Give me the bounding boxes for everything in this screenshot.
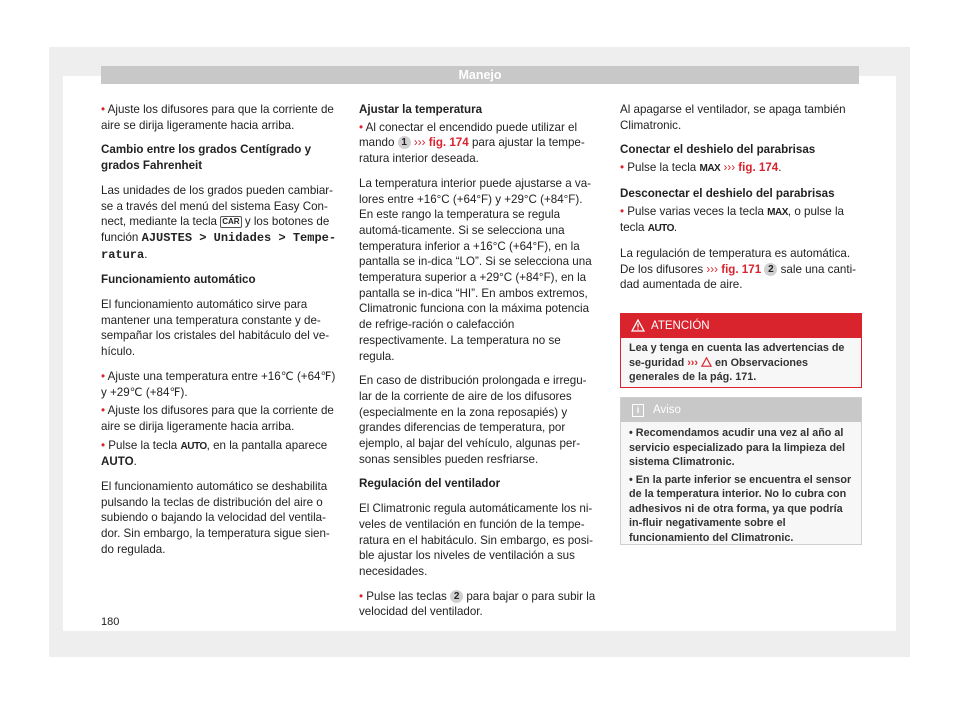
warning-box	[620, 313, 862, 388]
bullet-item: • Ajuste los difusores para que la corriente de aire se dirija ligeramente hacia arriba.	[101, 404, 334, 433]
paragraph: Al apagarse el ventilador, se apaga también Climatronic.	[620, 103, 846, 132]
info-icon: i	[632, 404, 644, 417]
warning-triangle-icon	[631, 319, 645, 332]
column-3	[620, 102, 860, 302]
max-defrost-key-icon: MAX	[767, 206, 788, 218]
car-key-icon: CAR	[222, 217, 240, 227]
auto-key-icon: AUTO	[647, 223, 674, 235]
warning-triangle-icon	[701, 357, 712, 367]
callout-number: 2	[764, 263, 777, 276]
callout-number: 2	[450, 590, 463, 603]
figure-link[interactable]: fig. 174	[738, 161, 779, 175]
paragraph: El funcionamiento automático se deshabilita pulsando la teclas de distribución del aire o subiendo o bajando la velocidad del ventila-dor. Sin embargo, la temperatura sigue sien-do regulada.	[101, 480, 330, 556]
max-defrost-key-icon: MAX	[699, 163, 721, 175]
note-item: • En la parte inferior se encuentra el sensor de la temperatura interior. No lo cubra con adhesivos ni de otra forma, ya que podría in-fluir negativamente sobre el funcionamiento del Climatronic.	[629, 473, 852, 544]
bullet-item: • Pulse la tecla AUTO, en la pantalla aparece AUTO.	[101, 438, 328, 469]
figure-link[interactable]: fig. 174	[428, 136, 469, 150]
paragraph: El funcionamiento automático sirve para mantener una temperatura constante y de-sempañar los cristales del habitáculo del ve-hículo.	[101, 298, 330, 359]
subheading: Ajustar la temperatura	[359, 103, 483, 116]
note-header: i Aviso	[621, 398, 861, 422]
bullet-item: • Pulse las teclas 2 para bajar o para subir la velocidad del ventilador.	[359, 589, 596, 619]
paragraph: En caso de distribución prolongada e irregu-lar de la corriente de aire de los difusores (especialmente en la zona reposapiés) y grandes diferencias de temperatura, por ejemplo, al bajar del vehículo, algunas per-sonas sensibles pueden resfriarse.	[359, 374, 587, 466]
subheading: Desconectar el deshielo del parabrisas	[620, 186, 835, 200]
section-header: Manejo	[101, 66, 859, 84]
paragraph: Las unidades de los grados pueden cambiar-se a través del menú del sistema Easy Con-nect, mediante la tecla CAR y los botones de función AJUSTES > Unidades > Tempe-ratura.	[101, 183, 337, 262]
bullet-item: • Pulse varias veces la tecla MAX, o pulse la tecla AUTO.	[620, 204, 860, 237]
subheading: Cambio entre los grados Centígrado y grados Fahrenheit	[101, 143, 312, 173]
bullet-item: • Pulse la tecla MAX ››› fig. 174.	[620, 160, 860, 177]
note-item: • Recomendamos acudir una vez al año al servicio especializado para la limpieza del sistema Climatronic.	[629, 427, 846, 468]
callout-number: 1	[398, 136, 411, 149]
bullet-item: • Al conectar el encendido puede utilizar el mando 1 ››› fig. 174 para ajustar la tempe-ratura interior deseada.	[359, 120, 585, 166]
paragraph: La regulación de temperatura es automática. De los difusores ››› fig. 171 2 sale una canti-dad aumentada de aire.	[620, 246, 857, 292]
paragraph: La temperatura interior puede ajustarse a va-lores entre +16°C (+64°F) y +29°C (+84°F). En este rango la temperatura se regula automá-ticamente. Si se selecciona una temperatura inferior a +16°C (+64°F), en la pantalla se in-dica “LO”. Si se selecciona una temperatura superior a +29°C (+84°F), en la pantalla se in-dica “HI”. En ambos extremos, Climatronic funciona con la máxima potencia de refrige-ración o calefacción respectivamente. La temperatura no se regula.	[359, 176, 592, 363]
subheading: Funcionamiento automático	[101, 273, 256, 287]
note-text	[621, 422, 861, 552]
subheading: Conectar el deshielo del parabrisas	[620, 143, 816, 157]
bullet-item: • Ajuste una temperatura entre +16℃ (+64℉) y +29℃ (+84℉).	[101, 369, 336, 399]
column-2	[359, 102, 599, 629]
page-number: 180	[101, 616, 120, 628]
bullet-item: • Ajuste los difusores para que la corriente de aire se dirija ligeramente hacia arriba.	[101, 103, 334, 132]
subheading: Regulación del ventilador	[359, 477, 501, 491]
paragraph: El Climatronic regula automáticamente los ni-veles de ventilación en función de la tempe-ratura en el habitáculo. Sin embargo, es posi-ble ajustar los niveles de ventilación a sus necesidades.	[359, 502, 593, 578]
column-1	[101, 102, 339, 567]
warning-header: ATENCIÓN	[621, 314, 861, 338]
figure-link[interactable]: fig. 171	[721, 262, 762, 276]
warning-text: Lea y tenga en cuenta las advertencias de se-guridad ››› en Observaciones generales de la pág. 171.	[629, 342, 845, 383]
note-box	[620, 397, 862, 545]
auto-key-icon: AUTO	[180, 440, 207, 452]
menu-path: AJUSTES > Unidades > Tempe-ratura	[101, 230, 337, 262]
